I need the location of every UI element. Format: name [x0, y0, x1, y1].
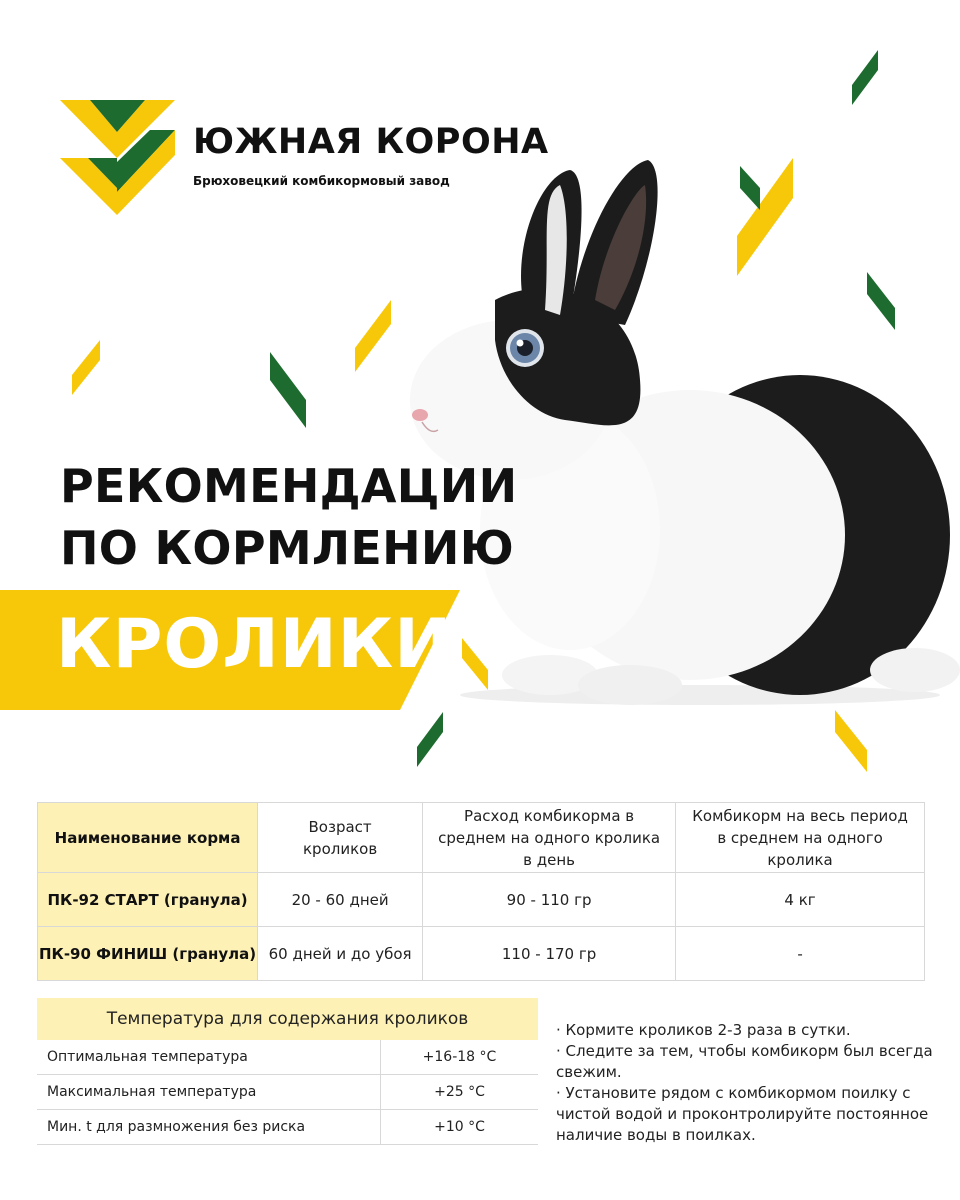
brand-logo-icon — [60, 100, 175, 215]
title-line-2: ПО КОРМЛЕНИЮ — [60, 521, 515, 575]
brand-name: ЮЖНАЯ КОРОНА — [193, 122, 549, 162]
age-cell: 20 - 60 дней — [258, 873, 423, 927]
title-line-1: РЕКОМЕНДАЦИИ — [60, 459, 518, 513]
temperature-value: +25 °С — [381, 1075, 539, 1110]
animal-title: КРОЛИКИ — [56, 605, 453, 684]
daily-consumption-cell: 90 - 110 гр — [423, 873, 676, 927]
temperature-label: Максимальная температура — [37, 1075, 381, 1110]
tip-item: · Установите рядом с комбикормом поилку с чистой водой и проконтролируйте постоянное наличие воды в поилках. — [556, 1084, 929, 1144]
feeding-tips — [556, 1020, 941, 1146]
feed-name-cell: ПК-92 СТАРТ (гранула) — [38, 873, 258, 927]
header-age: Возраст кроликов — [258, 803, 423, 873]
temperature-title: Температура для содержания кроликов — [37, 998, 538, 1040]
feed-table — [37, 802, 925, 981]
temperature-value: +10 °С — [381, 1110, 539, 1145]
header-feed-name: Наименование корма — [38, 803, 258, 873]
leaf-decoration-icon — [70, 340, 102, 395]
header-daily-consumption: Расход комбикорма в среднем на одного кролика в день — [423, 803, 676, 873]
leaf-decoration-icon — [415, 712, 445, 767]
leaf-decoration-icon — [268, 352, 308, 428]
temperature-value: +16-18 °С — [381, 1040, 539, 1075]
header-period-total: Комбикорм на весь период в среднем на одного кролика — [676, 803, 925, 873]
temperature-label: Мин. t для размножения без риска — [37, 1110, 381, 1145]
table-header-row — [38, 803, 925, 873]
leaf-decoration-icon — [850, 50, 880, 105]
feed-name-cell: ПК-90 ФИНИШ (гранула) — [38, 927, 258, 981]
tip-item: · Следите за тем, чтобы комбикорм был всегда свежим. — [556, 1042, 933, 1081]
age-cell: 60 дней и до убоя — [258, 927, 423, 981]
tip-item: · Кормите кроликов 2-3 раза в сутки. — [556, 1021, 851, 1039]
temperature-label: Оптимальная температура — [37, 1040, 381, 1075]
page-title — [60, 455, 517, 579]
table-row — [37, 1110, 538, 1145]
period-total-cell: 4 кг — [676, 873, 925, 927]
table-row — [37, 1040, 538, 1075]
leaf-decoration-icon — [353, 300, 393, 372]
table-row — [38, 873, 925, 927]
rabbit-illustration — [400, 150, 960, 720]
temperature-table — [37, 1040, 538, 1145]
brand-subtitle: Брюховецкий комбикормовый завод — [193, 174, 450, 188]
daily-consumption-cell: 110 - 170 гр — [423, 927, 676, 981]
table-row — [38, 927, 925, 981]
period-total-cell: - — [676, 927, 925, 981]
table-row — [37, 1075, 538, 1110]
